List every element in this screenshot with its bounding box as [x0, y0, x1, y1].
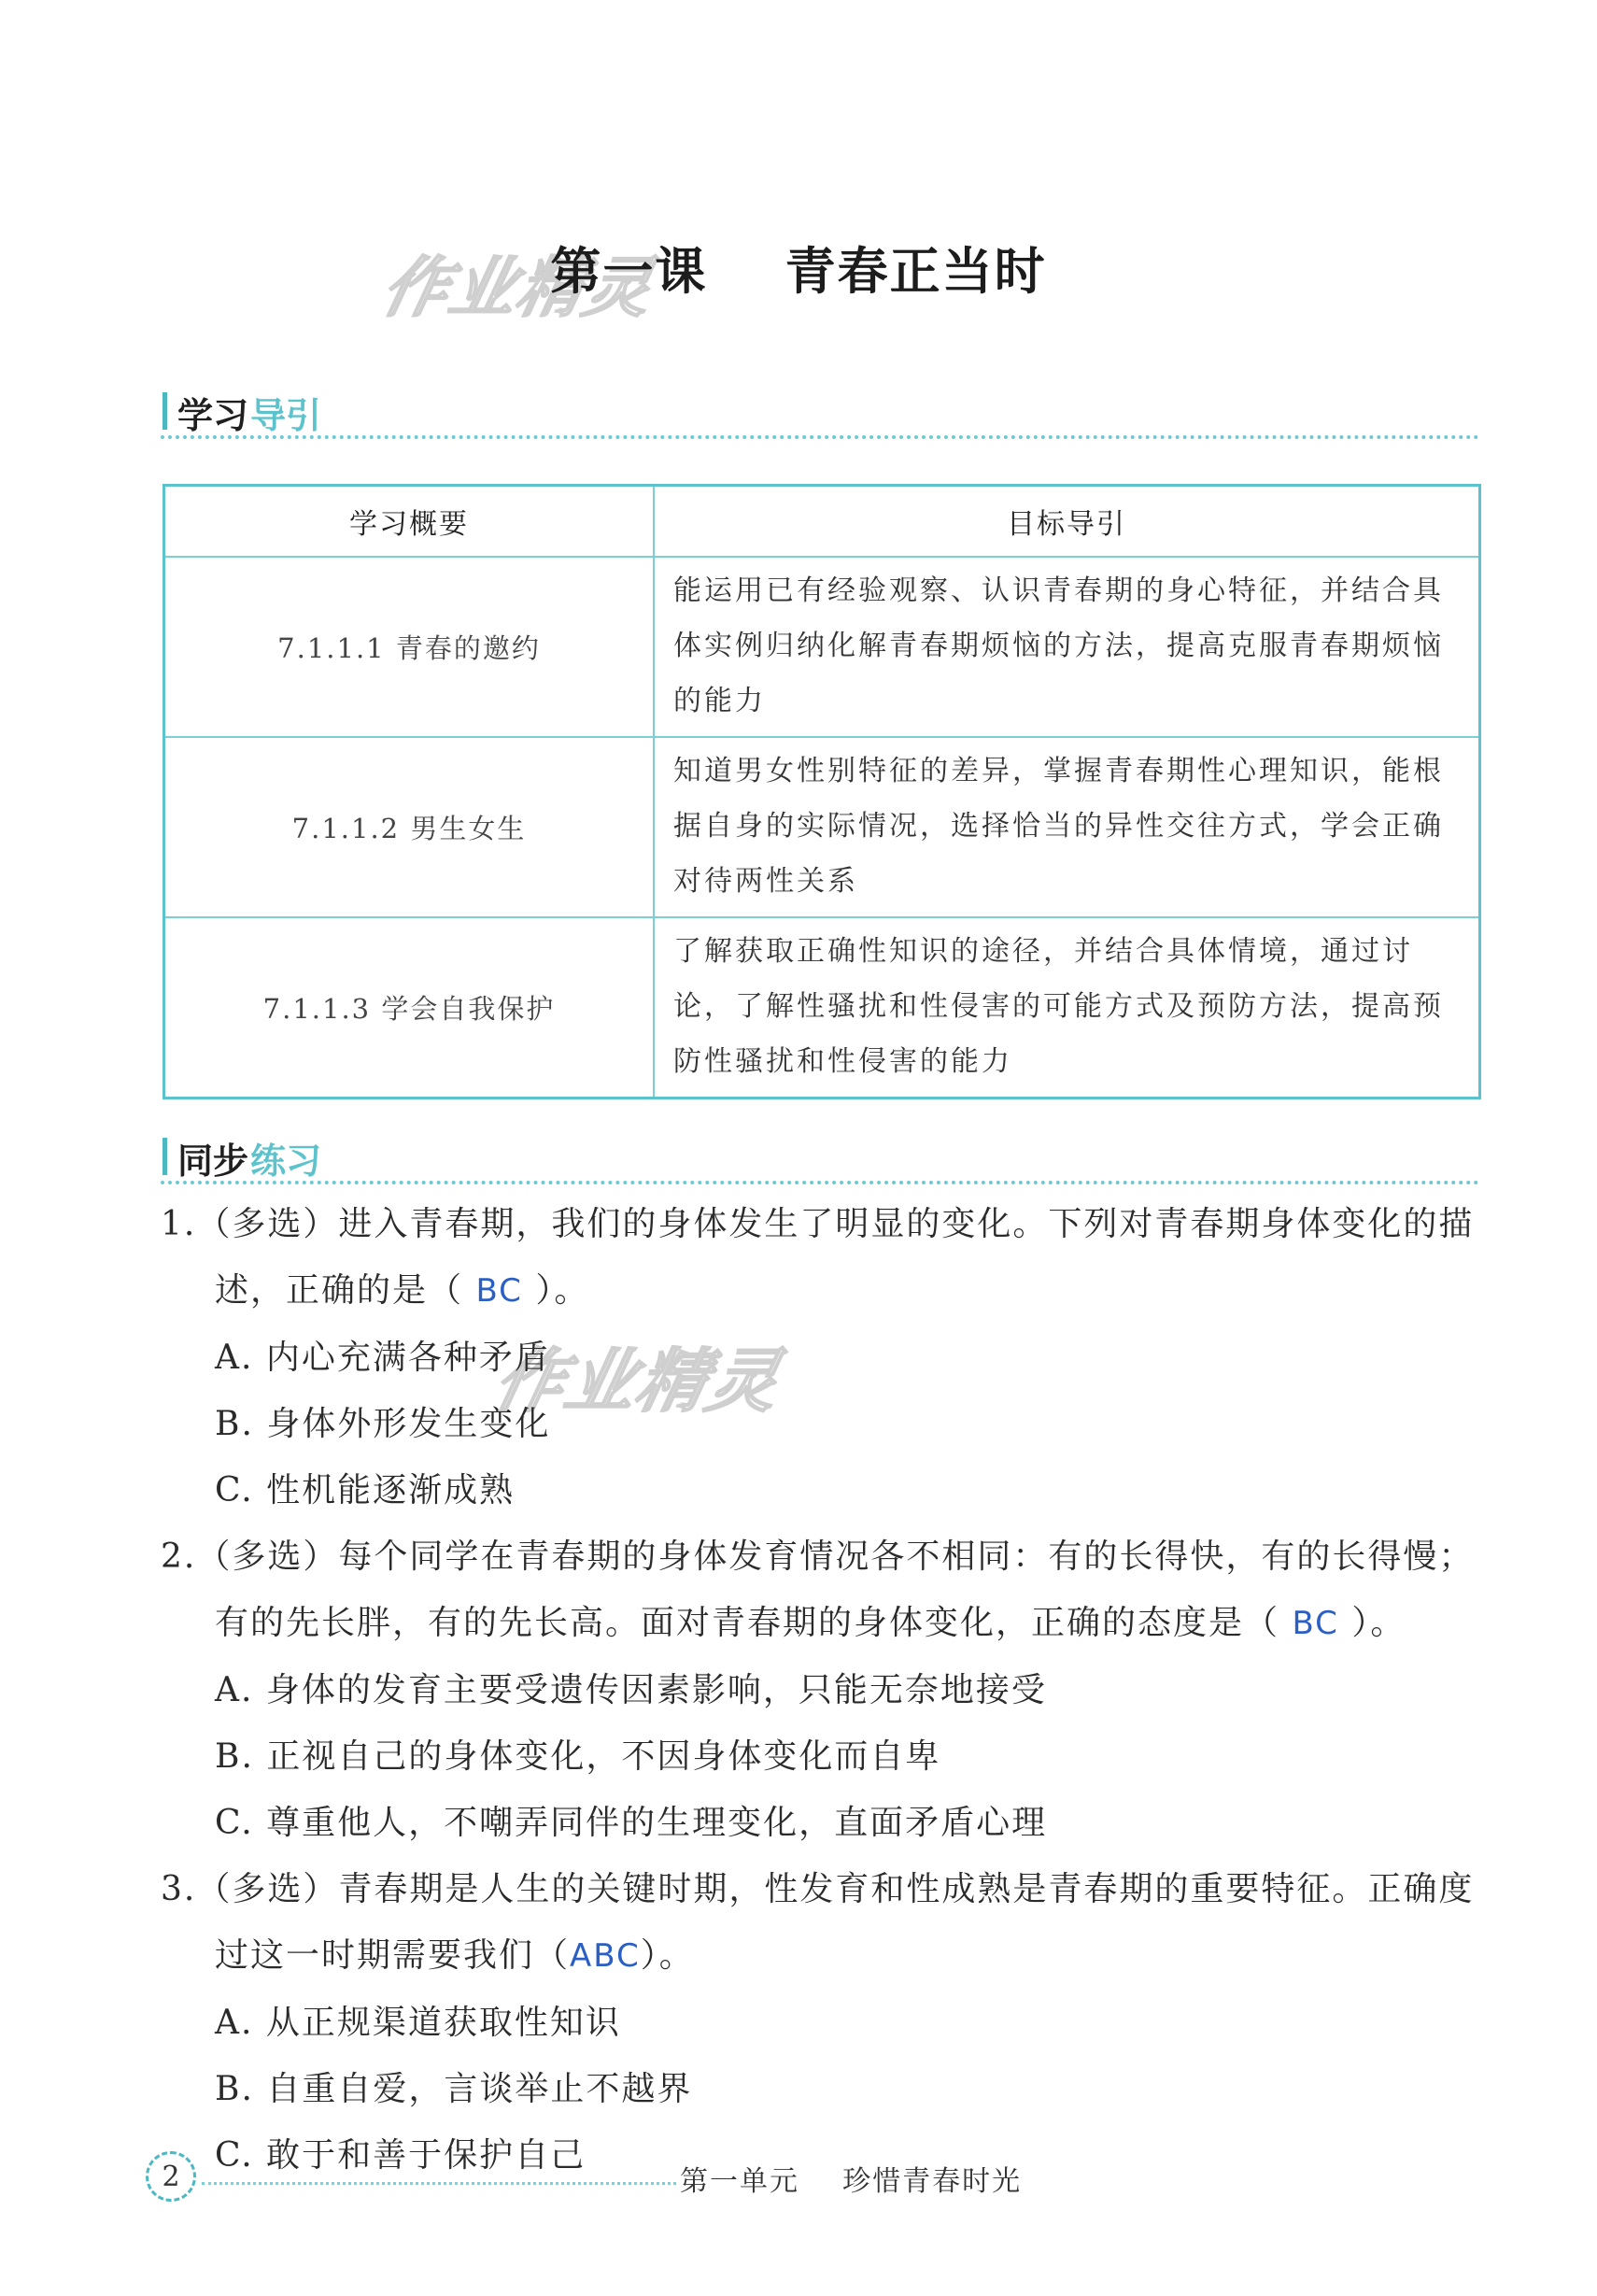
question-stem	[161, 1856, 1487, 1990]
unit-title: 第一单元 珍惜青春时光	[680, 2165, 1023, 2198]
answer: ABC	[570, 1937, 641, 1975]
stem-text: ）。	[640, 1936, 695, 1975]
learning-guide-table	[163, 484, 1481, 1099]
dotted-divider	[161, 435, 1479, 439]
option-a: A. 内心充满各种矛盾	[215, 1339, 550, 1377]
stem-text: 3.（多选）青春期是人生的关键时期，性发育和性成熟是青春期的重要特征。正确度过这一时期需要我们（	[161, 1870, 1475, 1975]
stem-text: ）。	[522, 1271, 590, 1310]
question-3	[161, 1856, 1487, 2189]
watermark: 作业精灵	[375, 249, 661, 326]
section-bar	[163, 392, 167, 430]
section-title-part1: 学习	[177, 395, 249, 436]
section-header-learning-guide	[161, 381, 1479, 437]
answer: BC	[1292, 1605, 1339, 1642]
goal-cell: 了解获取正确性知识的途径，并结合具体情境，通过讨论，了解性骚扰和性侵害的可能方式及预防方法，提高预防性骚扰和性侵害的能力	[654, 917, 1480, 1098]
watermark: 作业精灵	[487, 1341, 788, 1422]
dotted-divider	[161, 1181, 1479, 1184]
table-header-cell: 学习概要	[164, 486, 655, 558]
question-2	[161, 1524, 1487, 1856]
topic-cell: 7.1.1.3 学会自我保护	[164, 917, 655, 1098]
topic-cell: 7.1.1.1 青春的邀约	[164, 557, 655, 737]
option-c: C. 尊重他人，不嘲弄同伴的生理变化，直面矛盾心理	[215, 1804, 1048, 1842]
lesson-title: 第一课 青春正当时	[550, 241, 1047, 301]
option-b: B. 自重自爱，言谈举止不越界	[215, 2070, 693, 2108]
section-title-part2: 练习	[250, 1141, 322, 1182]
question-stem	[161, 1524, 1487, 1657]
option-c: C. 敢于和善于保护自己	[215, 2136, 587, 2175]
table-header-row	[164, 486, 1480, 558]
table-header-cell: 目标导引	[654, 486, 1480, 558]
option-a: A. 身体的发育主要受遗传因素影响，只能无奈地接受	[215, 1671, 1047, 1709]
section-header-practice	[161, 1127, 1479, 1183]
option-b: B. 正视自己的身体变化，不因身体变化而自卑	[215, 1737, 941, 1776]
goal-cell: 能运用已有经验观察、认识青春期的身心特征，并结合具体实例归纳化解青春期烦恼的方法，提高克服青春期烦恼的能力	[654, 557, 1480, 737]
stem-text: 1.（多选）进入青春期，我们的身体发生了明显的变化。下列对青春期身体变化的描述，正确的是（	[161, 1205, 1475, 1310]
question-stem	[161, 1191, 1487, 1325]
answer: BC	[475, 1272, 523, 1310]
section-title-part1: 同步	[177, 1141, 249, 1182]
option-a: A. 从正规渠道获取性知识	[215, 2004, 621, 2042]
footer-divider	[202, 2182, 676, 2185]
stem-text: 2.（多选）每个同学在青春期的身体发育情况各不相同：有的长得快，有的长得慢；有的先长胖，有的先长高。面对青春期的身体变化，正确的态度是（	[161, 1538, 1475, 1642]
table-row	[164, 557, 1480, 737]
table-row	[164, 737, 1480, 917]
option-c: C. 性机能逐渐成熟	[215, 1471, 516, 1509]
question-1	[161, 1191, 1487, 1524]
section-title-part2: 导引	[250, 395, 322, 436]
table-row	[164, 917, 1480, 1098]
stem-text: ）。	[1338, 1604, 1406, 1642]
section-bar	[163, 1138, 167, 1175]
goal-cell: 知道男女性别特征的差异，掌握青春期性心理知识，能根据自身的实际情况，选择恰当的异性交往方式，学会正确对待两性关系	[654, 737, 1480, 917]
option-b: B. 身体外形发生变化	[215, 1405, 551, 1443]
page-number: 2	[146, 2151, 196, 2202]
topic-cell: 7.1.1.2 男生女生	[164, 737, 655, 917]
